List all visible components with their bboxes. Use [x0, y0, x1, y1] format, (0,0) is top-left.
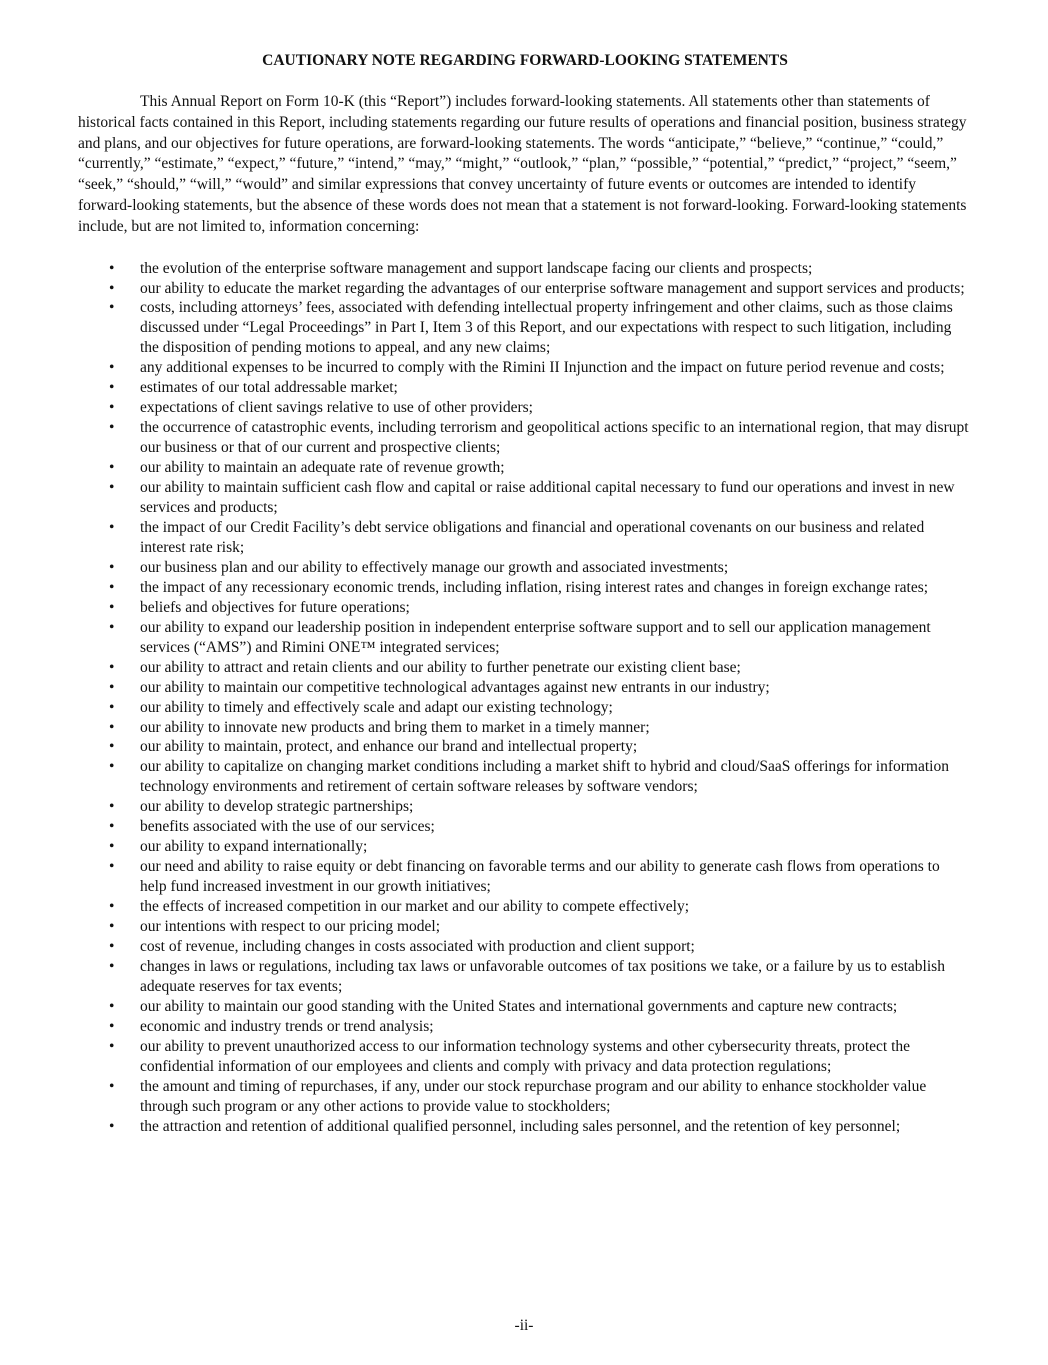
list-item-text: the attraction and retention of additional qualified personnel, including sales personnel, and the retention of key personnel; [140, 1117, 901, 1135]
bullet-icon: • [109, 359, 115, 377]
list-item-text: the occurrence of catastrophic events, including terrorism and geopolitical actions specific to an international region, that may disrupt our business or that of our current and prospective clients; [140, 419, 969, 457]
bullet-icon: • [109, 918, 115, 936]
bullet-icon: • [109, 259, 115, 277]
list-item [78, 737, 970, 757]
list-item-text: the evolution of the enterprise software management and support landscape facing our clients and prospects; [140, 259, 813, 277]
list-item-text: estimates of our total addressable market; [140, 379, 398, 397]
list-item-text: the impact of any recessionary economic trends, including inflation, rising interest rates and changes in foreign exchange rates; [140, 578, 929, 596]
list-item-text: our business plan and our ability to effectively manage our growth and associated investments; [140, 558, 729, 576]
list-item-text: expectations of client savings relative to use of other providers; [140, 399, 533, 417]
bullet-icon: • [109, 459, 115, 477]
list-item-text: the effects of increased competition in our market and our ability to compete effectively; [140, 898, 690, 916]
list-item [78, 378, 970, 398]
list-item-text: benefits associated with the use of our services; [140, 818, 435, 836]
bullet-icon: • [109, 758, 115, 776]
bullet-icon: • [109, 718, 115, 736]
list-item [78, 1117, 970, 1137]
list-item-text: our ability to maintain an adequate rate of revenue growth; [140, 459, 505, 477]
list-item [78, 718, 970, 738]
bullet-icon: • [109, 1077, 115, 1095]
bullet-icon: • [109, 558, 115, 576]
bullet-icon: • [109, 898, 115, 916]
list-item-text: cost of revenue, including changes in costs associated with production and client support; [140, 937, 695, 955]
list-item-text: our ability to timely and effectively scale and adapt our existing technology; [140, 698, 613, 716]
list-item-text: our ability to prevent unauthorized access to our information technology systems and other cybersecurity threats, protect the confidential information of our employees and clients and comply with privacy and data protection regulations; [140, 1037, 911, 1075]
list-item [78, 797, 970, 817]
list-item [78, 917, 970, 937]
list-item [78, 658, 970, 678]
list-item [78, 1017, 970, 1037]
bullet-icon: • [109, 279, 115, 297]
list-item-text: our ability to develop strategic partnerships; [140, 798, 414, 816]
list-item [78, 857, 970, 897]
bullet-icon: • [109, 678, 115, 696]
list-item [78, 259, 970, 279]
section-title: CAUTIONARY NOTE REGARDING FORWARD-LOOKING STATEMENTS [262, 52, 788, 69]
list-item-text: economic and industry trends or trend analysis; [140, 1017, 434, 1035]
bullet-icon: • [109, 997, 115, 1015]
list-item [78, 478, 970, 518]
intro-paragraph: This Annual Report on Form 10-K (this “Report”) includes forward-looking statements. All statements other than statements of historical facts contained in this Report, including statements regarding our future results of operations and financial position, business strategy and plans, and our objectives for future operations, are forward-looking statements. The words “anticipate,” “believe,” “continue,” “could,” “currently,” “estimate,” “expect,” “future,” “intend,” “may,” “might,” “outlook,” “plan,” “possible,” “potential,” “predict,” “project,” “seem,” “seek,” “should,” “will,” “would” and similar expressions that convey uncertainty of future events or outcomes are intended to identify forward-looking statements, but the absence of these words does not mean that a statement is not forward-looking. Forward-looking statements include, but are not limited to, information concerning: [78, 93, 967, 235]
list-item [78, 757, 970, 797]
bullet-icon: • [109, 479, 115, 497]
list-item-text: our ability to attract and retain clients and our ability to further penetrate our existing client base; [140, 658, 741, 676]
list-item [78, 598, 970, 618]
document-page [78, 50, 970, 1137]
page-number: -ii- [514, 1317, 534, 1334]
list-item [78, 1037, 970, 1077]
bullet-icon: • [109, 618, 115, 636]
list-item [78, 1077, 970, 1117]
bullet-icon: • [109, 598, 115, 616]
list-item-text: our ability to maintain sufficient cash flow and capital or raise additional capital necessary to fund our operations and invest in new services and products; [140, 479, 955, 517]
list-item [78, 618, 970, 658]
list-item [78, 418, 970, 458]
list-item-text: the impact of our Credit Facility’s debt service obligations and financial and operational covenants on our business and related interest rate risk; [140, 518, 925, 556]
bullet-icon: • [109, 818, 115, 836]
list-item-text: beliefs and objectives for future operations; [140, 598, 410, 616]
bullet-icon: • [109, 1037, 115, 1055]
list-item [78, 817, 970, 837]
bullet-icon: • [109, 937, 115, 955]
list-item [78, 897, 970, 917]
bullet-icon: • [109, 578, 115, 596]
list-item-text: our ability to maintain our good standing with the United States and international governments and capture new contracts; [140, 997, 898, 1015]
list-item [78, 578, 970, 598]
list-item-text: our ability to expand internationally; [140, 838, 368, 856]
list-item [78, 518, 970, 558]
list-item [78, 957, 970, 997]
list-item [78, 458, 970, 478]
bullet-icon: • [109, 518, 115, 536]
list-item [78, 358, 970, 378]
list-item [78, 398, 970, 418]
bullet-icon: • [109, 299, 115, 317]
bullet-icon: • [109, 798, 115, 816]
list-item-text: our ability to maintain our competitive technological advantages against new entrants in our industry; [140, 678, 770, 696]
list-item-text: our ability to educate the market regarding the advantages of our enterprise software management and support services and products; [140, 279, 965, 297]
bullet-icon: • [109, 738, 115, 756]
list-item-text: our ability to expand our leadership position in independent enterprise software support and to sell our application management services (“AMS”) and Rimini ONE™ integrated services; [140, 618, 931, 656]
bullet-icon: • [109, 379, 115, 397]
list-item [78, 698, 970, 718]
bullet-icon: • [109, 957, 115, 975]
bullet-icon: • [109, 698, 115, 716]
list-item [78, 678, 970, 698]
bullet-icon: • [109, 1017, 115, 1035]
list-item-text: any additional expenses to be incurred to comply with the Rimini II Injunction and the impact on future period revenue and costs; [140, 359, 945, 377]
list-item [78, 279, 970, 299]
list-item-text: our ability to innovate new products and bring them to market in a timely manner; [140, 718, 650, 736]
bullet-icon: • [109, 858, 115, 876]
list-item-text: our intentions with respect to our pricing model; [140, 918, 441, 936]
bullet-icon: • [109, 419, 115, 437]
bullet-icon: • [109, 658, 115, 676]
bullet-icon: • [109, 399, 115, 417]
list-item [78, 837, 970, 857]
list-item [78, 997, 970, 1017]
list-item-text: the amount and timing of repurchases, if any, under our stock repurchase program and our ability to enhance stockholder value through such program or any other actions to provide value to stockholders; [140, 1077, 927, 1115]
list-item-text: our ability to maintain, protect, and enhance our brand and intellectual property; [140, 738, 638, 756]
list-item-text: costs, including attorneys’ fees, associated with defending intellectual property infringement and other claims, such as those claims discussed under “Legal Proceedings” in Part I, Item 3 of this Report, and our expectations with respect to such litigation, including the disposition of pending motions to appeal, and any new claims; [140, 299, 953, 357]
list-item [78, 558, 970, 578]
list-item [78, 937, 970, 957]
list-item [78, 298, 970, 358]
list-item-text: our ability to capitalize on changing market conditions including a market shift to hybrid and cloud/SaaS offerings for information technology environments and retirement of certain software releases by software vendors; [140, 758, 949, 796]
list-item-text: our need and ability to raise equity or debt financing on favorable terms and our ability to generate cash flows from operations to help fund increased investment in our growth initiatives; [140, 858, 940, 896]
list-item-text: changes in laws or regulations, including tax laws or unfavorable outcomes of tax positions we take, or a failure by us to establish adequate reserves for tax events; [140, 957, 945, 995]
bullet-icon: • [109, 1117, 115, 1135]
bullet-icon: • [109, 838, 115, 856]
bullet-list [78, 259, 970, 1137]
